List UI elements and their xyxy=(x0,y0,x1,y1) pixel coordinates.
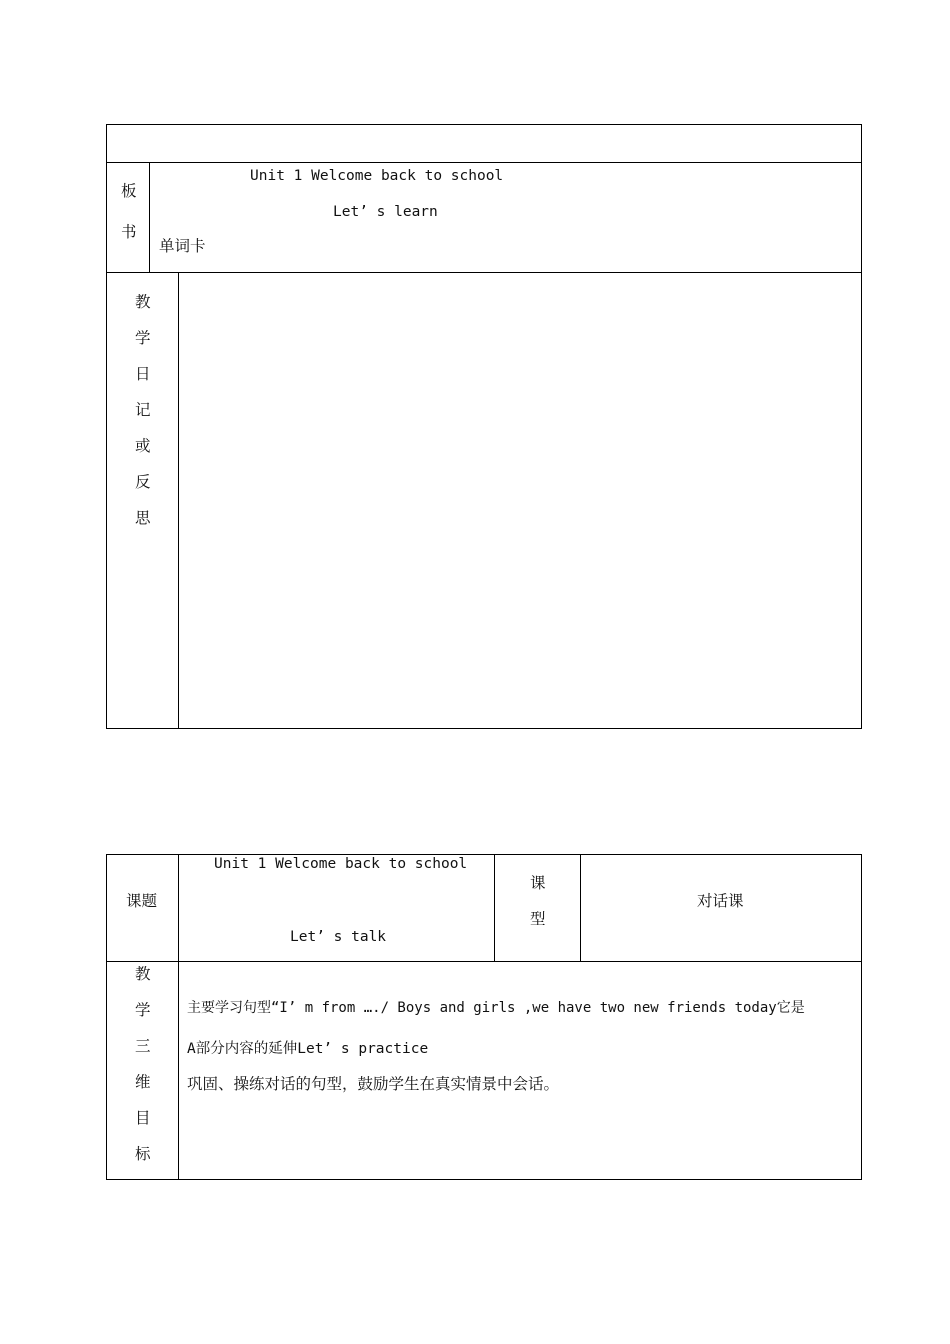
board-lesson-title: Let’ s learn xyxy=(333,204,438,220)
topic-lesson-title: Let’ s talk xyxy=(290,929,387,945)
table-1-divider-mid xyxy=(106,272,862,273)
board-label-2: 书 xyxy=(121,223,137,241)
diary-label-7: 思 xyxy=(135,509,151,527)
goals-label-4: 维 xyxy=(135,1073,151,1091)
board-label-1: 板 xyxy=(121,182,137,200)
table-2-col-divider-2 xyxy=(494,854,495,961)
goals-label-5: 目 xyxy=(135,1109,151,1127)
diary-label-3: 日 xyxy=(135,365,151,383)
table-2-divider xyxy=(106,961,862,962)
table-2-col-divider-1 xyxy=(178,854,179,1180)
goals-label-1: 教 xyxy=(135,965,151,983)
diary-label-6: 反 xyxy=(135,473,151,491)
table-2 xyxy=(106,854,862,1180)
board-word-cards: 单词卡 xyxy=(159,237,206,255)
topic-label: 课题 xyxy=(126,892,158,910)
topic-unit-title: Unit 1 Welcome back to school xyxy=(214,856,468,872)
goals-label-3: 三 xyxy=(135,1037,151,1055)
diary-label-5: 或 xyxy=(135,437,151,455)
diary-label-4: 记 xyxy=(135,401,151,419)
table-1 xyxy=(106,124,862,729)
board-unit-title: Unit 1 Welcome back to school xyxy=(250,168,504,184)
type-value: 对话课 xyxy=(697,892,744,910)
diary-label-1: 教 xyxy=(135,293,151,311)
goals-label-2: 学 xyxy=(135,1001,151,1019)
type-label-2: 型 xyxy=(530,910,546,928)
table-2-col-divider-3 xyxy=(580,854,581,961)
table-1-divider-top xyxy=(106,162,862,163)
goals-line-1: 主要学习句型“I’ m from …./ Boys and girls ,we have two new friends today它是 xyxy=(187,1000,805,1016)
type-label-1: 课 xyxy=(530,874,546,892)
diary-label-2: 学 xyxy=(135,329,151,347)
goals-line-2: A部分内容的延伸Let’ s practice xyxy=(187,1041,429,1057)
goals-line-3: 巩固、操练对话的句型，鼓励学生在真实情景中会话。 xyxy=(187,1075,560,1093)
goals-label-6: 标 xyxy=(135,1145,151,1163)
board-col-divider xyxy=(149,162,150,272)
diary-col-divider xyxy=(178,272,179,729)
